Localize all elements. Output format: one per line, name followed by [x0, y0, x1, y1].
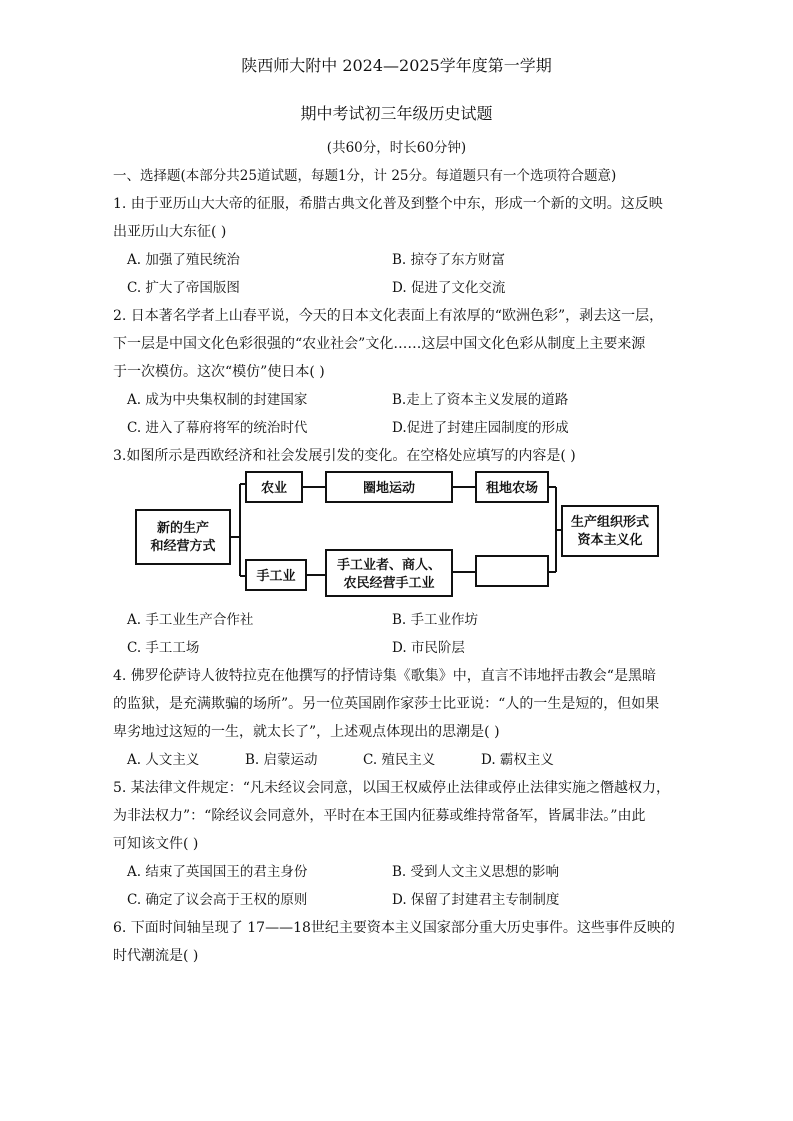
- q1-option-b: B. 掠夺了东方财富: [392, 252, 506, 268]
- q4-option-a: A. 人文主义: [127, 752, 200, 768]
- q4-line-1: 4. 佛罗伦萨诗人彼特拉克在他撰写的抒情诗集《歌集》中，直言不讳地抨击教会“是黑暗: [113, 668, 656, 684]
- q5-line-2: 为非法权力”：“除经议会同意外，平时在本王国内征募或维持常备军，皆属非法。”由此: [113, 808, 646, 824]
- diagram-craft: 手工业: [256, 569, 296, 584]
- q5-line-3: 可知该文件( ): [113, 836, 199, 852]
- q3-option-c: C. 手工工场: [127, 640, 200, 656]
- q4-line-3: 卑劣地过这短的一生，就太长了”，上述观点体现出的思潮是( ): [113, 724, 500, 740]
- q3-option-b: B. 手工业作坊: [392, 612, 479, 628]
- section-heading: 一、选择题(本部分共25道试题，每题1分，计 25分。每道题只有一个选项符合题意): [113, 168, 617, 184]
- q4-line-2: 的监狱，是充满欺骗的场所”。另一位英国剧作家莎士比亚说：“人的一生是短的，但如果: [113, 696, 660, 712]
- exam-title: 期中考试初三年级历史试题: [300, 104, 493, 123]
- q1-option-c: C. 扩大了帝国版图: [127, 280, 240, 296]
- q5-line-1: 5. 某法律文件规定：“凡未经议会同意，以国王权威停止法律或停止法律实施之僭越权力，: [113, 780, 670, 796]
- q5-option-d: D. 保留了封建君主专制制度: [392, 892, 560, 908]
- school-line: 陕西师大附中 2024—2025学年度第一学期: [241, 56, 552, 75]
- q2-option-a: A. 成为中央集权制的封建国家: [127, 392, 308, 408]
- q2-option-d: D.促进了封建庄园制度的形成: [392, 420, 569, 436]
- diagram-right-l1: 生产组织形式: [570, 515, 650, 530]
- q2-line-1: 2. 日本著名学者上山春平说，今天的日本文化表面上有浓厚的“欧洲色彩”，剥去这一层，: [113, 308, 664, 324]
- economy-diagram: [130, 468, 665, 598]
- diagram-enclosure: 圈地运动: [362, 481, 416, 496]
- diagram-craft-people-l2: 农民经营手工业: [343, 576, 435, 591]
- q1-option-d: D. 促进了文化交流: [392, 280, 506, 296]
- q1-option-a: A. 加强了殖民统治: [127, 252, 240, 268]
- q3-option-a: A. 手工业生产合作社: [127, 612, 254, 628]
- diagram-agri: 农业: [260, 481, 288, 496]
- q5-option-c: C. 确定了议会高于王权的原则: [127, 892, 308, 908]
- q4-option-d: D. 霸权主义: [481, 752, 554, 768]
- q2-option-c: C. 进入了幕府将军的统治时代: [127, 420, 308, 436]
- q4-option-c: C. 殖民主义: [363, 752, 436, 768]
- q2-line-3: 于一次模仿。这次“模仿”使日本( ): [113, 364, 325, 380]
- diagram-left-l1: 新的生产: [156, 521, 210, 536]
- q3-line-1: 3.如图所示是西欧经济和社会发展引发的变化。在空格处应填写的内容是( ): [113, 448, 576, 464]
- q1-line-2: 出亚历山大东征( ): [113, 224, 227, 240]
- q4-option-b: B. 启蒙运动: [245, 752, 318, 768]
- diagram-box-right: [562, 506, 658, 556]
- diagram-left-l2: 和经营方式: [150, 539, 216, 554]
- q3-option-d: D. 市民阶层: [392, 640, 465, 656]
- diagram-craft-people-l1: 手工业者、商人、: [336, 558, 442, 573]
- diagram-right-l2: 资本主义化: [577, 533, 643, 548]
- diagram-farm: 租地农场: [485, 481, 539, 496]
- q5-option-a: A. 结束了英国国王的君主身份: [127, 864, 308, 880]
- q1-line-1: 1. 由于亚历山大大帝的征服，希腊古典文化普及到整个中东，形成一个新的文明。这反映: [113, 196, 663, 212]
- q6-line-2: 时代潮流是( ): [113, 948, 199, 964]
- q5-option-b: B. 受到人文主义思想的影响: [392, 864, 560, 880]
- q2-line-2: 下一层是中国文化色彩很强的“农业社会”文化……这层中国文化色彩从制度上主要来源: [113, 336, 646, 352]
- diagram-box-left: [136, 510, 230, 564]
- diagram-box-blank: [476, 556, 548, 586]
- score-time: (共60分，时长60分钟): [326, 140, 467, 156]
- q2-option-b: B.走上了资本主义发展的道路: [392, 392, 569, 408]
- q6-line-1: 6. 下面时间轴呈现了 17——18世纪主要资本主义国家部分重大历史事件。这些事件反映的: [113, 920, 675, 936]
